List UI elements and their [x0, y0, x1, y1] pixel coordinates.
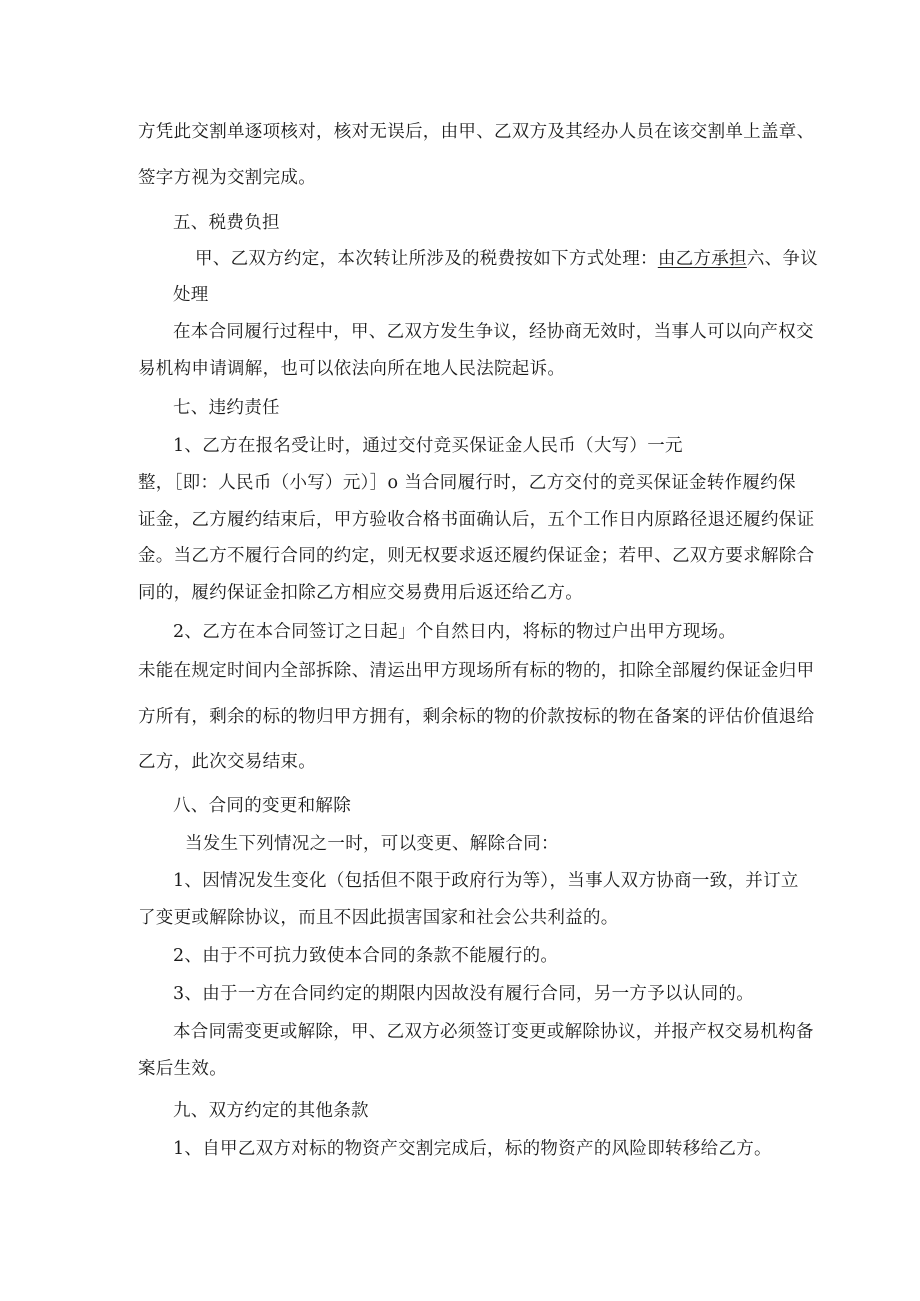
- text-line: 1、乙方在报名受让时，通过交付竞买保证金人民币（大写）一元: [173, 436, 683, 456]
- text-line: 方所有，剩余的标的物归甲方拥有，剩余标的物的价款按标的物在备案的评估价值退给: [138, 707, 815, 727]
- section-heading: 七、违约责任: [173, 398, 280, 418]
- text-segment: 六、争议: [746, 249, 819, 269]
- text-line: 证金，乙方履约结束后，甲方验收合格书面确认后，五个工作日内原路径退还履约保证: [138, 510, 815, 530]
- text-line: 同的，履约保证金扣除乙方相应交易费用后返还给乙方。: [138, 583, 583, 603]
- section-heading: 处理: [173, 285, 209, 305]
- text-line: 2、由于不可抗力致使本合同的条款不能履行的。: [173, 946, 559, 966]
- text-line: 易机构申请调解，也可以依法向所在地人民法院起诉。: [138, 359, 566, 379]
- text-segment: 甲、乙双方约定，本次转让所涉及的税费按如下方式处理：: [195, 249, 658, 269]
- text-line: 1、自甲乙双方对标的物资产交割完成后，标的物资产的风险即转移给乙方。: [173, 1139, 772, 1159]
- text-line: 乙方，此次交易结束。: [138, 752, 316, 772]
- text-line: 在本合同履行过程中，甲、乙双方发生争议，经协商无效时，当事人可以向产权交: [173, 322, 814, 342]
- text-line: 整，［即：人民币（小写）元）］o 当合同履行时，乙方交付的竞买保证金转作履约保: [138, 473, 796, 493]
- text-line: 金。当乙方不履行合同的约定，则无权要求返还履约保证金；若甲、乙双方要求解除合: [138, 546, 815, 566]
- section-heading: 五、税费负担: [173, 213, 280, 233]
- text-line: 方凭此交割单逐项核对，核对无误后，由甲、乙双方及其经办人员在该交割单上盖章、: [138, 122, 815, 142]
- text-line: [195, 251, 818, 269]
- text-line: 本合同需变更或解除，甲、乙双方必须签订变更或解除协议，并报产权交易机构备: [173, 1022, 814, 1042]
- text-line: 2、乙方在本合同签订之日起」个自然日内，将标的物过户出甲方现场。: [173, 622, 737, 642]
- section-heading: 八、合同的变更和解除: [173, 796, 351, 816]
- text-line: 3、由于一方在合同约定的期限内因故没有履行合同，另一方予以认同的。: [173, 984, 755, 1004]
- text-line: 案后生效。: [138, 1059, 227, 1079]
- text-line: 了变更或解除协议，而且不因此损害国家和社会公共利益的。: [138, 908, 619, 928]
- text-line: 未能在规定时间内全部拆除、清运出甲方现场所有标的物的，扣除全部履约保证金归甲: [138, 661, 815, 681]
- text-line: 当发生下列情况之一时，可以变更、解除合同：: [185, 834, 559, 854]
- section-heading: 九、双方约定的其他条款: [173, 1101, 369, 1121]
- text-line: 1、因情况发生变化（包括但不限于政府行为等），当事人双方协商一致，并订立: [173, 871, 799, 891]
- underlined-answer: 由乙方承担: [657, 249, 747, 269]
- text-line: 签字方视为交割完成。: [138, 168, 316, 188]
